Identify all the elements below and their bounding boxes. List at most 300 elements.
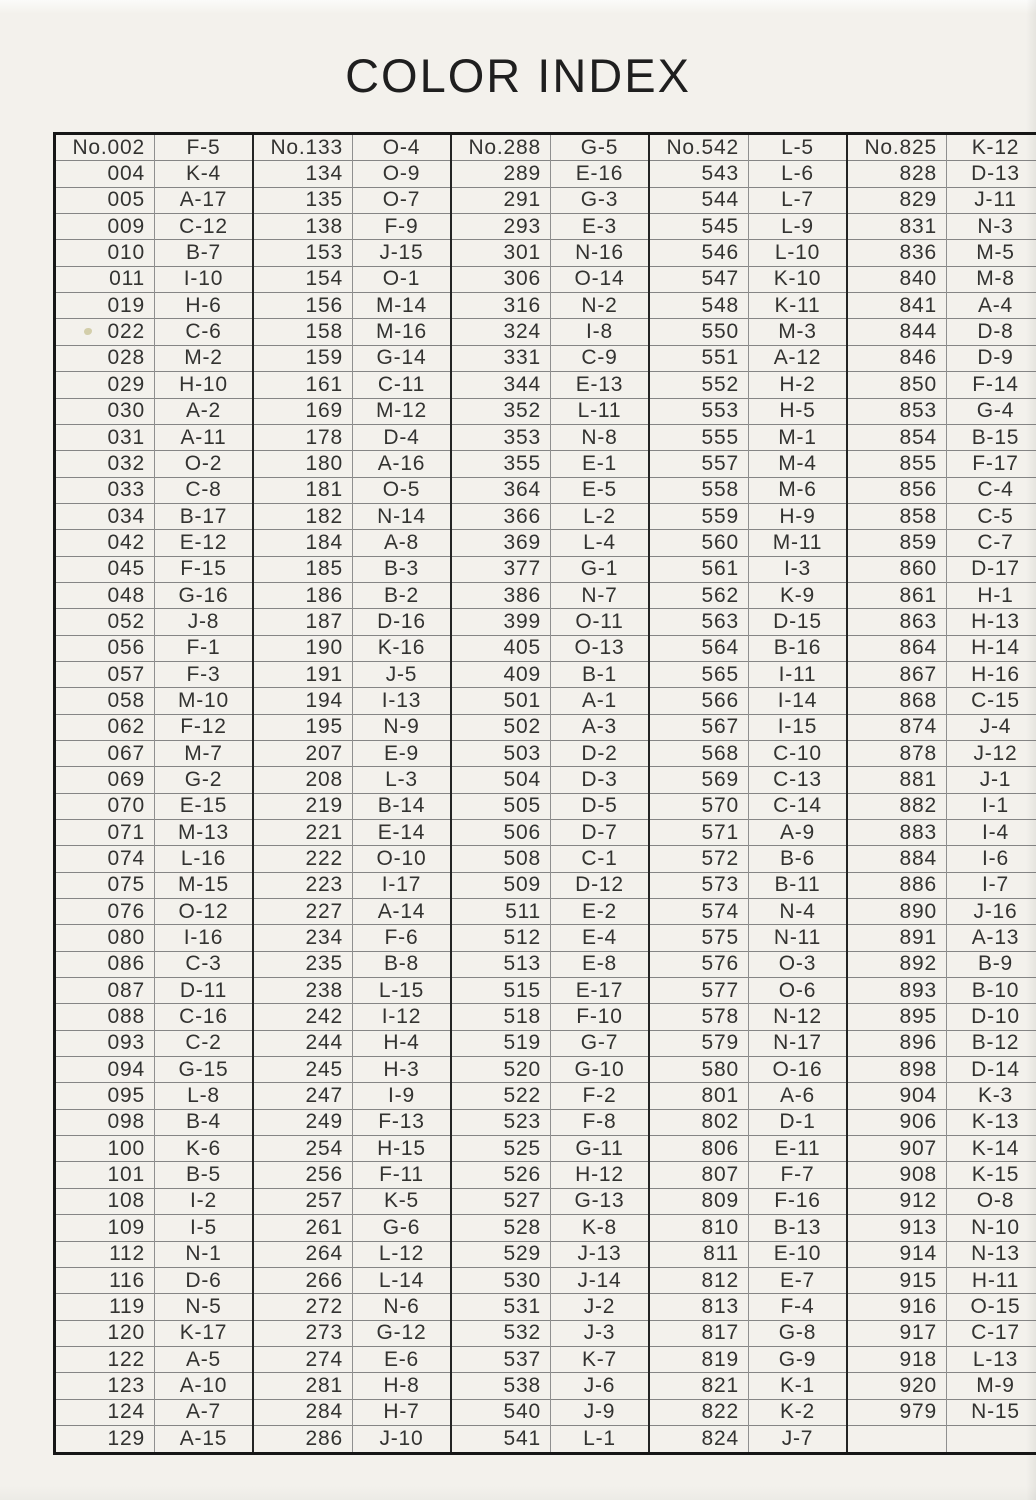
color-code-cell: A-15 — [155, 1425, 254, 1453]
color-code-cell: N-12 — [749, 1004, 848, 1030]
table-row — [55, 134, 1036, 161]
index-number-cell: 896 — [847, 1030, 947, 1056]
index-number-cell: 364 — [451, 477, 551, 503]
color-code-cell: F-8 — [551, 1109, 650, 1135]
index-number-cell: 576 — [649, 951, 749, 977]
index-number-cell: 821 — [649, 1373, 749, 1399]
table-row — [55, 661, 1036, 687]
index-number-cell: 074 — [55, 846, 155, 872]
table-row — [55, 1346, 1036, 1372]
color-code-cell: F-3 — [155, 661, 254, 687]
table-row — [55, 767, 1036, 793]
index-number-cell: 551 — [649, 345, 749, 371]
index-number-cell: 019 — [55, 293, 155, 319]
index-number-cell: 907 — [847, 1136, 947, 1162]
index-number-cell: 547 — [649, 266, 749, 292]
color-code-cell: G-2 — [155, 767, 254, 793]
table-row — [55, 872, 1036, 898]
color-code-cell: K-12 — [947, 134, 1036, 161]
index-number-cell: 291 — [451, 187, 551, 213]
table-row — [55, 1320, 1036, 1346]
index-number-cell: 503 — [451, 740, 551, 766]
color-code-cell: I-7 — [947, 872, 1036, 898]
color-code-cell: F-9 — [353, 214, 452, 240]
index-number-cell: 806 — [649, 1136, 749, 1162]
index-number-cell: 522 — [451, 1083, 551, 1109]
index-number-cell: 915 — [847, 1267, 947, 1293]
color-code-cell: L-14 — [353, 1267, 452, 1293]
index-number-cell: 352 — [451, 398, 551, 424]
color-code-cell: N-9 — [353, 714, 452, 740]
color-code-cell: E-12 — [155, 530, 254, 556]
index-number-cell: 386 — [451, 582, 551, 608]
table-row — [55, 187, 1036, 213]
table-row — [55, 1188, 1036, 1214]
table-row — [55, 1215, 1036, 1241]
index-number-cell: 242 — [253, 1004, 353, 1030]
index-number-cell: 366 — [451, 503, 551, 529]
index-number-cell: 353 — [451, 424, 551, 450]
color-code-cell: I-15 — [749, 714, 848, 740]
color-code-cell: F-11 — [353, 1162, 452, 1188]
color-code-cell: A-4 — [947, 293, 1036, 319]
color-code-cell: L-10 — [749, 240, 848, 266]
index-number-cell: 580 — [649, 1057, 749, 1083]
color-code-cell: J-3 — [551, 1320, 650, 1346]
color-code-cell: D-11 — [155, 978, 254, 1004]
color-code-cell: M-3 — [749, 319, 848, 345]
table-row — [55, 556, 1036, 582]
table-row — [55, 846, 1036, 872]
color-code-cell: H-8 — [353, 1373, 452, 1399]
color-code-cell: N-17 — [749, 1030, 848, 1056]
color-code-cell: B-1 — [551, 661, 650, 687]
index-number-cell: 557 — [649, 451, 749, 477]
color-code-cell: J-2 — [551, 1294, 650, 1320]
color-code-cell: F-14 — [947, 372, 1036, 398]
color-code-cell: K-1 — [749, 1373, 848, 1399]
color-code-cell: K-8 — [551, 1215, 650, 1241]
color-code-cell: L-8 — [155, 1083, 254, 1109]
index-number-cell: No.002 — [55, 134, 155, 161]
index-number-cell: 116 — [55, 1267, 155, 1293]
color-code-cell: B-3 — [353, 556, 452, 582]
index-number-cell: No.133 — [253, 134, 353, 161]
index-number-cell: 301 — [451, 240, 551, 266]
color-code-cell: H-6 — [155, 293, 254, 319]
color-code-cell: B-14 — [353, 793, 452, 819]
color-code-cell: J-12 — [947, 740, 1036, 766]
index-number-cell: 273 — [253, 1320, 353, 1346]
index-number-cell: 893 — [847, 978, 947, 1004]
color-code-cell: L-12 — [353, 1241, 452, 1267]
color-code-cell: C-10 — [749, 740, 848, 766]
index-number-cell: 101 — [55, 1162, 155, 1188]
color-code-cell: F-10 — [551, 1004, 650, 1030]
index-number-cell: 874 — [847, 714, 947, 740]
color-code-cell: G-7 — [551, 1030, 650, 1056]
index-number-cell: 057 — [55, 661, 155, 687]
color-code-cell: J-9 — [551, 1399, 650, 1425]
index-number-cell: 854 — [847, 424, 947, 450]
index-number-cell: 281 — [253, 1373, 353, 1399]
color-code-cell: J-13 — [551, 1241, 650, 1267]
index-number-cell: 108 — [55, 1188, 155, 1214]
color-code-cell: O-16 — [749, 1057, 848, 1083]
table-row — [55, 899, 1036, 925]
color-code-cell: I-9 — [353, 1083, 452, 1109]
index-number-cell: 858 — [847, 503, 947, 529]
index-number-cell: 187 — [253, 609, 353, 635]
index-number-cell: 138 — [253, 214, 353, 240]
index-number-cell: 191 — [253, 661, 353, 687]
index-number-cell: 306 — [451, 266, 551, 292]
table-row — [55, 740, 1036, 766]
index-number-cell: 574 — [649, 899, 749, 925]
color-code-cell: O-6 — [749, 978, 848, 1004]
color-code-cell: M-11 — [749, 530, 848, 556]
index-number-cell: 917 — [847, 1320, 947, 1346]
index-number-cell: 840 — [847, 266, 947, 292]
index-number-cell: 256 — [253, 1162, 353, 1188]
color-code-cell: N-11 — [749, 925, 848, 951]
index-number-cell: 898 — [847, 1057, 947, 1083]
index-number-cell: 087 — [55, 978, 155, 1004]
table-row — [55, 1083, 1036, 1109]
index-number-cell: 159 — [253, 345, 353, 371]
color-code-cell: C-8 — [155, 477, 254, 503]
color-code-cell: B-13 — [749, 1215, 848, 1241]
index-number-cell: 548 — [649, 293, 749, 319]
color-code-cell: K-7 — [551, 1346, 650, 1372]
index-number-cell: 886 — [847, 872, 947, 898]
color-code-cell: A-6 — [749, 1083, 848, 1109]
color-code-cell: J-8 — [155, 609, 254, 635]
color-code-cell: E-5 — [551, 477, 650, 503]
index-number-cell: 506 — [451, 820, 551, 846]
index-number-cell: 913 — [847, 1215, 947, 1241]
index-number-cell: 048 — [55, 582, 155, 608]
index-number-cell: 513 — [451, 951, 551, 977]
table-row — [55, 820, 1036, 846]
color-code-cell: O-12 — [155, 899, 254, 925]
table-row — [55, 582, 1036, 608]
index-number-cell: 238 — [253, 978, 353, 1004]
index-number-cell: 883 — [847, 820, 947, 846]
color-code-cell: B-17 — [155, 503, 254, 529]
index-number-cell: 817 — [649, 1320, 749, 1346]
color-code-cell: D-13 — [947, 161, 1036, 187]
table-row — [55, 609, 1036, 635]
index-number-cell: 890 — [847, 899, 947, 925]
color-code-cell: I-3 — [749, 556, 848, 582]
index-number-cell: 807 — [649, 1162, 749, 1188]
color-index-table-body — [55, 134, 1036, 1454]
index-number-cell: 022 — [55, 319, 155, 345]
index-number-cell: 813 — [649, 1294, 749, 1320]
index-number-cell: 076 — [55, 899, 155, 925]
index-number-cell: 153 — [253, 240, 353, 266]
color-code-cell: K-15 — [947, 1162, 1036, 1188]
color-code-cell: A-12 — [749, 345, 848, 371]
color-code-cell: I-2 — [155, 1188, 254, 1214]
index-number-cell: 867 — [847, 661, 947, 687]
color-code-cell: D-17 — [947, 556, 1036, 582]
color-code-cell: C-4 — [947, 477, 1036, 503]
color-code-cell: D-6 — [155, 1267, 254, 1293]
index-number-cell: 098 — [55, 1109, 155, 1135]
index-number-cell: 034 — [55, 503, 155, 529]
color-code-cell: I-12 — [353, 1004, 452, 1030]
color-code-cell: G-3 — [551, 187, 650, 213]
table-row — [55, 1267, 1036, 1293]
color-code-cell: E-2 — [551, 899, 650, 925]
color-code-cell: O-2 — [155, 451, 254, 477]
table-row — [55, 1162, 1036, 1188]
index-number-cell: 122 — [55, 1346, 155, 1372]
color-code-cell: M-9 — [947, 1373, 1036, 1399]
color-code-cell: F-15 — [155, 556, 254, 582]
index-number-cell: 579 — [649, 1030, 749, 1056]
index-number-cell: 891 — [847, 925, 947, 951]
index-number-cell: 543 — [649, 161, 749, 187]
table-row — [55, 1241, 1036, 1267]
color-code-cell: H-10 — [155, 372, 254, 398]
color-code-cell: I-11 — [749, 661, 848, 687]
index-number-cell: 219 — [253, 793, 353, 819]
index-number-cell: 809 — [649, 1188, 749, 1214]
index-number-cell: 274 — [253, 1346, 353, 1372]
color-code-cell: J-6 — [551, 1373, 650, 1399]
index-number-cell: 856 — [847, 477, 947, 503]
color-code-cell: M-7 — [155, 740, 254, 766]
color-code-cell: I-14 — [749, 688, 848, 714]
color-code-cell: H-4 — [353, 1030, 452, 1056]
color-code-cell: H-3 — [353, 1057, 452, 1083]
index-number-cell: 914 — [847, 1241, 947, 1267]
color-code-cell: I-10 — [155, 266, 254, 292]
color-code-cell: C-13 — [749, 767, 848, 793]
color-code-cell: L-2 — [551, 503, 650, 529]
color-code-cell: A-8 — [353, 530, 452, 556]
index-number-cell: 552 — [649, 372, 749, 398]
color-code-cell: C-14 — [749, 793, 848, 819]
index-number-cell: 181 — [253, 477, 353, 503]
index-number-cell: 169 — [253, 398, 353, 424]
index-number-cell: 344 — [451, 372, 551, 398]
index-number-cell: 257 — [253, 1188, 353, 1214]
index-number-cell: 086 — [55, 951, 155, 977]
color-code-cell: N-10 — [947, 1215, 1036, 1241]
index-number-cell: 920 — [847, 1373, 947, 1399]
color-code-cell: C-15 — [947, 688, 1036, 714]
index-number-cell: 069 — [55, 767, 155, 793]
index-number-cell: 511 — [451, 899, 551, 925]
index-number-cell: 247 — [253, 1083, 353, 1109]
color-code-cell: C-7 — [947, 530, 1036, 556]
color-code-cell: A-5 — [155, 1346, 254, 1372]
color-code-cell: O-15 — [947, 1294, 1036, 1320]
table-row — [55, 530, 1036, 556]
color-code-cell: O-13 — [551, 635, 650, 661]
table-row — [55, 1004, 1036, 1030]
table-row — [55, 477, 1036, 503]
color-code-cell: G-14 — [353, 345, 452, 371]
index-number-cell: 881 — [847, 767, 947, 793]
index-number-cell: 369 — [451, 530, 551, 556]
index-number-cell: 577 — [649, 978, 749, 1004]
color-code-cell: A-2 — [155, 398, 254, 424]
index-number-cell: 546 — [649, 240, 749, 266]
index-number-cell: 227 — [253, 899, 353, 925]
color-code-cell: H-9 — [749, 503, 848, 529]
color-code-cell: M-1 — [749, 424, 848, 450]
color-code-cell: L-3 — [353, 767, 452, 793]
index-number-cell: No.825 — [847, 134, 947, 161]
index-number-cell: 208 — [253, 767, 353, 793]
index-number-cell: 254 — [253, 1136, 353, 1162]
color-code-cell: J-10 — [353, 1425, 452, 1453]
index-number-cell: 569 — [649, 767, 749, 793]
index-number-cell: 563 — [649, 609, 749, 635]
index-number-cell: 523 — [451, 1109, 551, 1135]
index-number-cell: 836 — [847, 240, 947, 266]
color-code-cell: G-16 — [155, 582, 254, 608]
color-code-cell: B-6 — [749, 846, 848, 872]
table-row — [55, 1373, 1036, 1399]
color-code-cell: B-4 — [155, 1109, 254, 1135]
color-code-cell: E-8 — [551, 951, 650, 977]
color-code-cell: I-13 — [353, 688, 452, 714]
color-code-cell: G-5 — [551, 134, 650, 161]
index-number-cell: 541 — [451, 1425, 551, 1453]
color-code-cell: N-8 — [551, 424, 650, 450]
color-code-cell: J-1 — [947, 767, 1036, 793]
index-number-cell: 568 — [649, 740, 749, 766]
index-number-cell: 184 — [253, 530, 353, 556]
color-code-cell: E-11 — [749, 1136, 848, 1162]
table-row — [55, 424, 1036, 450]
color-code-cell: K-9 — [749, 582, 848, 608]
index-number-cell: 010 — [55, 240, 155, 266]
index-number-cell: 918 — [847, 1346, 947, 1372]
index-number-cell: 223 — [253, 872, 353, 898]
color-code-cell: M-6 — [749, 477, 848, 503]
index-number-cell: 802 — [649, 1109, 749, 1135]
index-number-cell: 509 — [451, 872, 551, 898]
color-code-cell: C-12 — [155, 214, 254, 240]
index-number-cell: 812 — [649, 1267, 749, 1293]
color-code-cell: F-13 — [353, 1109, 452, 1135]
color-code-cell: K-6 — [155, 1136, 254, 1162]
index-number-cell: 042 — [55, 530, 155, 556]
index-number-cell: 538 — [451, 1373, 551, 1399]
index-number-cell: 567 — [649, 714, 749, 740]
color-code-cell: H-13 — [947, 609, 1036, 635]
color-code-cell: E-9 — [353, 740, 452, 766]
color-code-cell: C-2 — [155, 1030, 254, 1056]
index-number-cell: 555 — [649, 424, 749, 450]
color-code-cell: H-11 — [947, 1267, 1036, 1293]
color-code-cell: L-9 — [749, 214, 848, 240]
index-number-cell: 560 — [649, 530, 749, 556]
color-code-cell: E-15 — [155, 793, 254, 819]
index-number-cell: 810 — [649, 1215, 749, 1241]
color-code-cell: G-15 — [155, 1057, 254, 1083]
color-code-cell: D-7 — [551, 820, 650, 846]
color-code-cell: H-2 — [749, 372, 848, 398]
color-code-cell: O-14 — [551, 266, 650, 292]
index-number-cell: 185 — [253, 556, 353, 582]
color-code-cell: I-8 — [551, 319, 650, 345]
index-number-cell: 293 — [451, 214, 551, 240]
index-number-cell: 558 — [649, 477, 749, 503]
index-number-cell: 080 — [55, 925, 155, 951]
index-number-cell: 564 — [649, 635, 749, 661]
color-code-cell: O-3 — [749, 951, 848, 977]
color-code-cell: B-10 — [947, 978, 1036, 1004]
color-code-cell: L-6 — [749, 161, 848, 187]
color-code-cell: F-2 — [551, 1083, 650, 1109]
color-code-cell: K-2 — [749, 1399, 848, 1425]
color-code-cell: D-1 — [749, 1109, 848, 1135]
index-number-cell: 272 — [253, 1294, 353, 1320]
color-code-cell: I-4 — [947, 820, 1036, 846]
color-code-cell: M-8 — [947, 266, 1036, 292]
index-number-cell: 561 — [649, 556, 749, 582]
index-number-cell: 030 — [55, 398, 155, 424]
index-number-cell: 129 — [55, 1425, 155, 1453]
index-number-cell: 286 — [253, 1425, 353, 1453]
index-number-cell: 801 — [649, 1083, 749, 1109]
index-number-cell: 537 — [451, 1346, 551, 1372]
color-code-cell: K-5 — [353, 1188, 452, 1214]
index-number-cell: 844 — [847, 319, 947, 345]
index-number-cell: 112 — [55, 1241, 155, 1267]
color-code-cell: H-5 — [749, 398, 848, 424]
color-code-cell: D-14 — [947, 1057, 1036, 1083]
index-number-cell: 863 — [847, 609, 947, 635]
color-code-cell: J-15 — [353, 240, 452, 266]
index-number-cell: 158 — [253, 319, 353, 345]
index-number-cell: 853 — [847, 398, 947, 424]
table-row — [55, 793, 1036, 819]
color-code-cell: H-14 — [947, 635, 1036, 661]
index-number-cell: 504 — [451, 767, 551, 793]
color-code-cell: M-4 — [749, 451, 848, 477]
color-code-cell: M-10 — [155, 688, 254, 714]
index-number-cell: 916 — [847, 1294, 947, 1320]
index-number-cell: 245 — [253, 1057, 353, 1083]
table-row — [55, 1136, 1036, 1162]
index-number-cell: 058 — [55, 688, 155, 714]
table-row — [55, 635, 1036, 661]
color-code-cell: L-5 — [749, 134, 848, 161]
table-row — [55, 503, 1036, 529]
color-code-cell: A-14 — [353, 899, 452, 925]
index-number-cell: 544 — [649, 187, 749, 213]
index-number-cell: 519 — [451, 1030, 551, 1056]
index-number-cell: 028 — [55, 345, 155, 371]
index-number-cell: 289 — [451, 161, 551, 187]
index-number-cell: 405 — [451, 635, 551, 661]
index-number-cell: 052 — [55, 609, 155, 635]
index-number-cell: 355 — [451, 451, 551, 477]
table-row — [55, 978, 1036, 1004]
index-number-cell: 032 — [55, 451, 155, 477]
color-code-cell: A-10 — [155, 1373, 254, 1399]
table-row — [55, 925, 1036, 951]
